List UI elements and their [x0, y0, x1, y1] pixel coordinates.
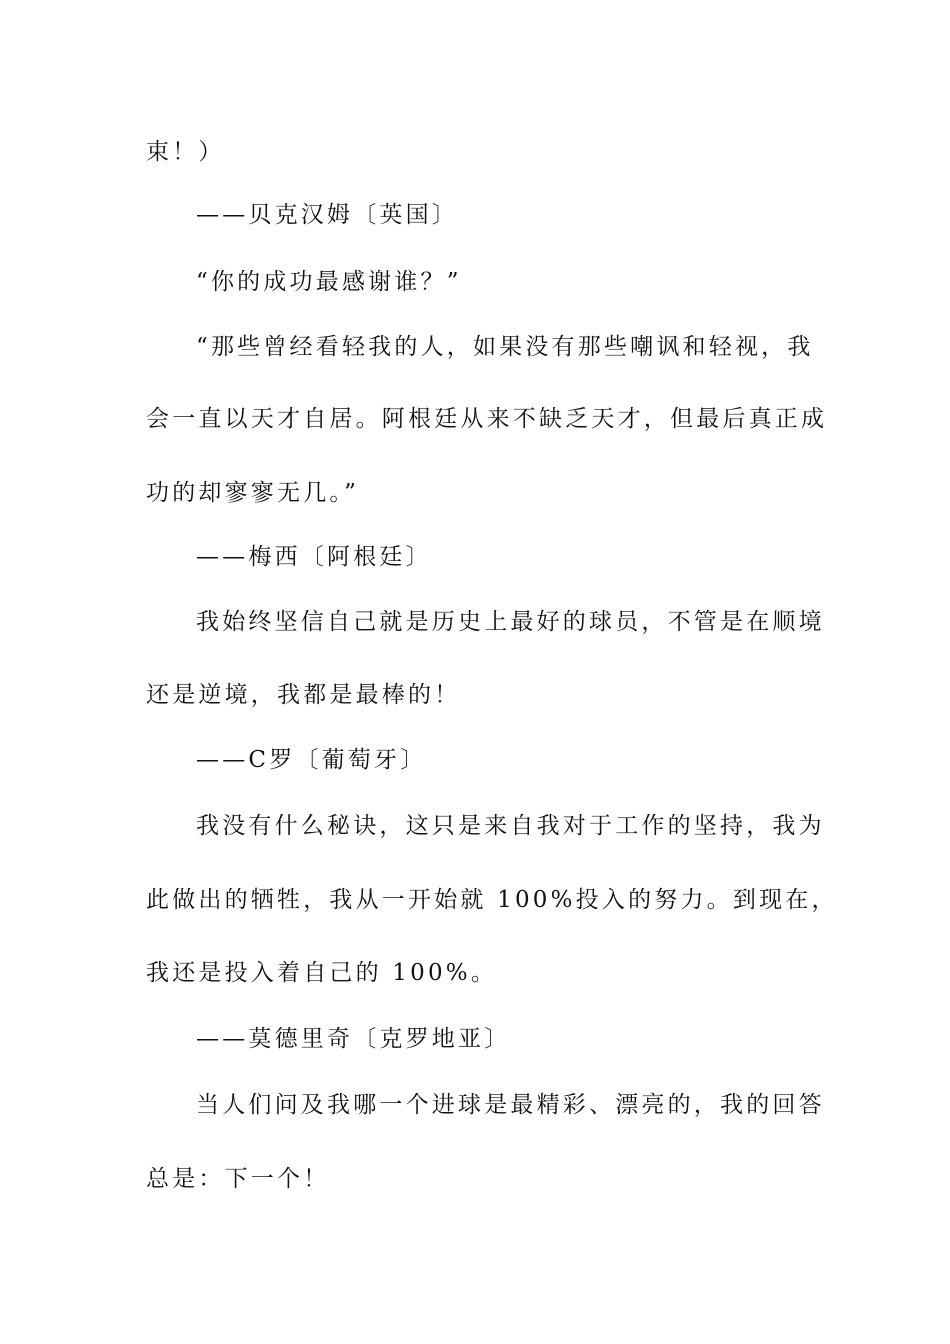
text-line: 我没有什么秘诀，这只是来自我对于工作的坚持，我为 — [196, 813, 825, 839]
quote-attribution: ——C罗〔葡萄牙〕 — [196, 747, 427, 773]
quote-attribution: ——梅西〔阿根廷〕 — [196, 544, 432, 570]
text-line: 当人们问及我哪一个进球是最精彩、漂亮的，我的回答 — [196, 1092, 825, 1118]
quote-question: “你的成功最感谢谁？” — [196, 269, 462, 295]
text-line: 我始终坚信自己就是历史上最好的球员，不管是在顺境 — [196, 609, 825, 635]
text-line: “那些曾经看轻我的人，如果没有那些嘲讽和轻视，我 — [196, 334, 814, 360]
quote-attribution: ——贝克汉姆〔英国〕 — [196, 202, 458, 228]
text-line: 还是逆境，我都是最棒的！ — [146, 682, 461, 708]
text-line: 此做出的牺牲，我从一开始就 100%投入的努力。到现在， — [146, 887, 838, 913]
text-line: 总是：下一个！ — [146, 1166, 330, 1192]
text-line: 束！） — [146, 139, 225, 165]
text-line: 会一直以天才自居。阿根廷从来不缺乏天才，但最后真正成 — [146, 406, 828, 432]
text-line: 功的却寥寥无几。” — [146, 480, 360, 506]
text-line: 我还是投入着自己的 100%。 — [146, 960, 498, 986]
quote-attribution: ——莫德里奇〔克罗地亚〕 — [196, 1026, 511, 1052]
